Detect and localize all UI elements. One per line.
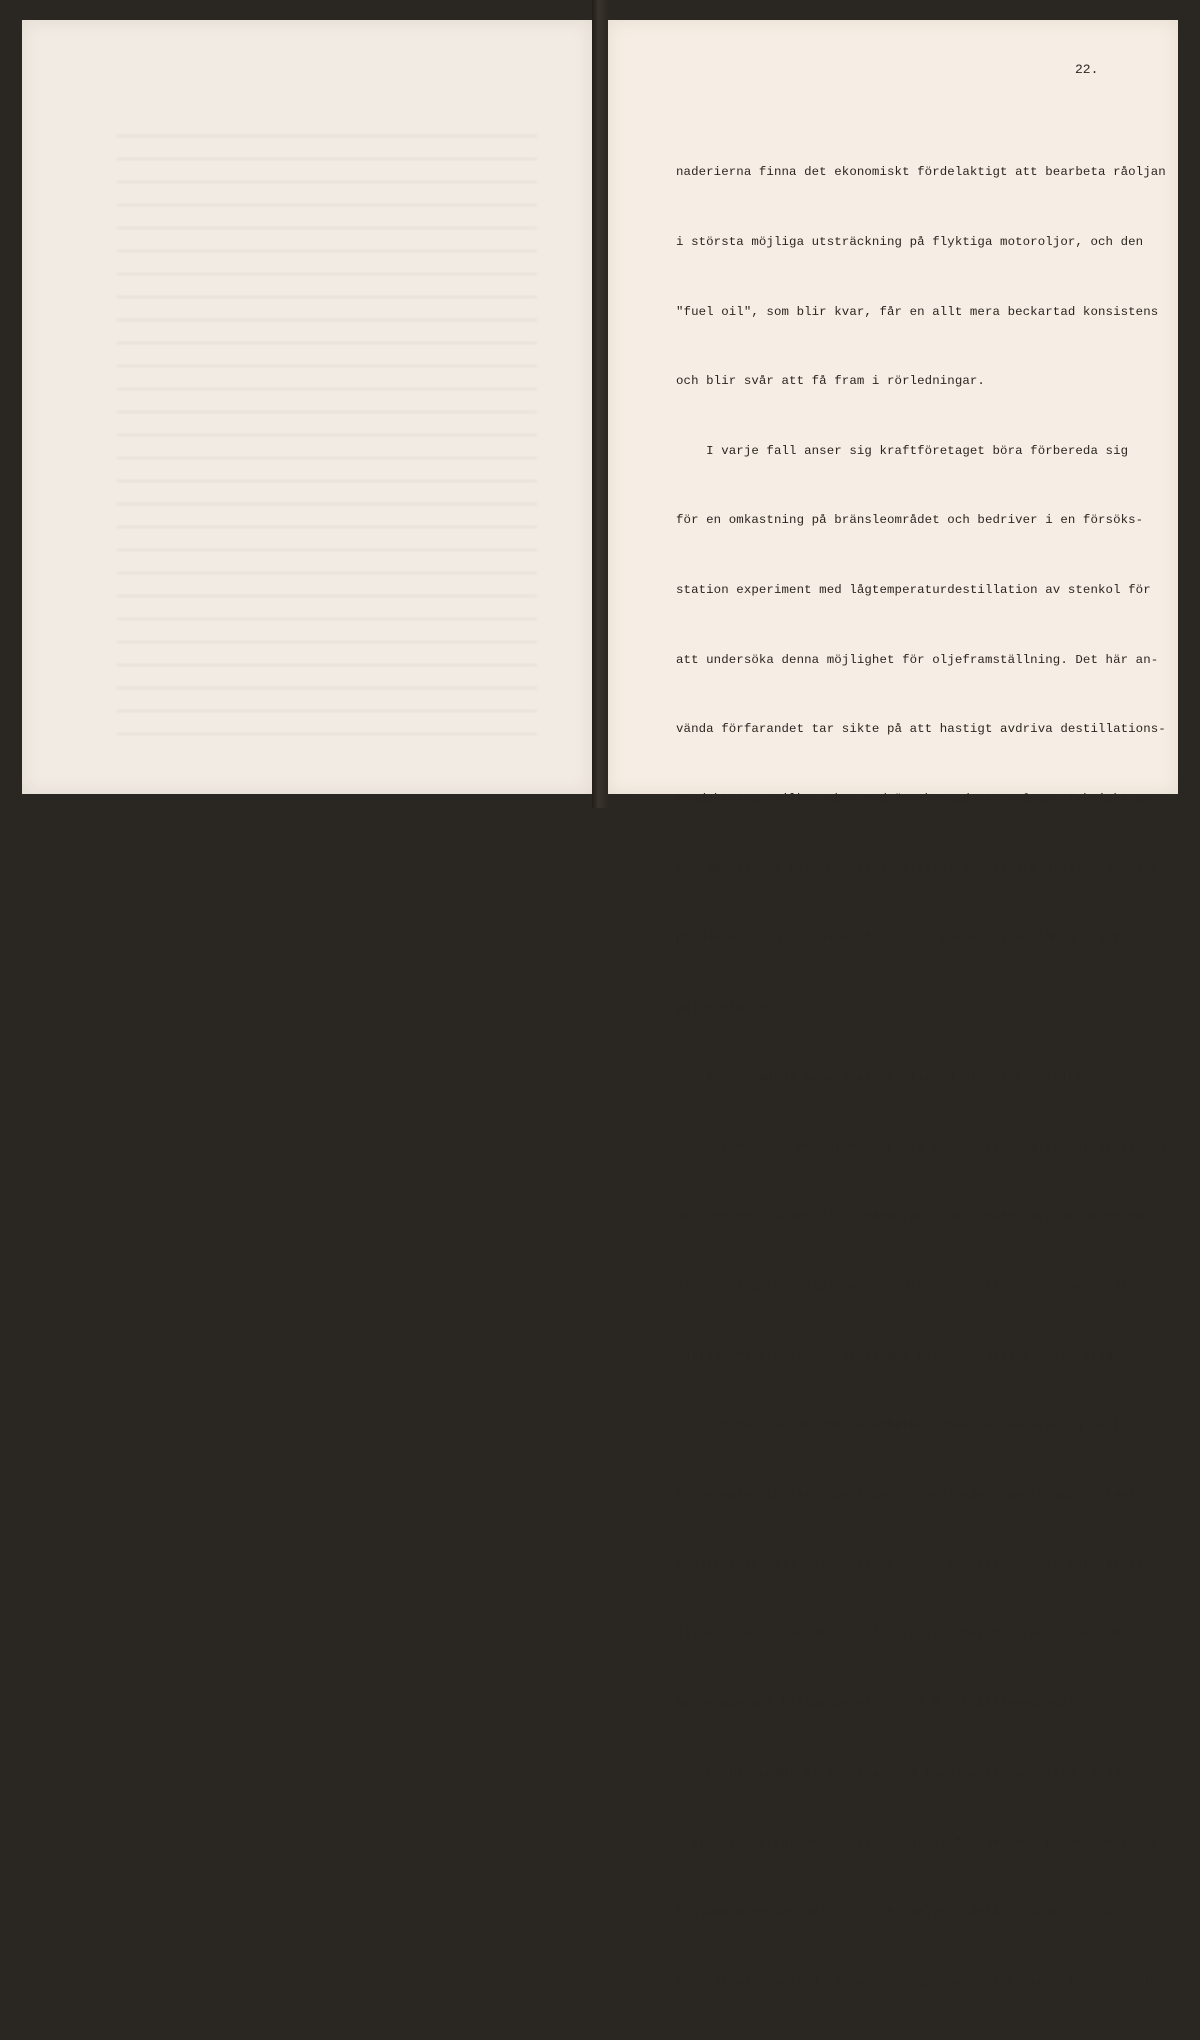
typewritten-body xyxy=(676,115,1176,2040)
text-line: Stone & Webster enligt modernaste principer. Ångtrycket är 27 atm. xyxy=(676,1139,1174,1154)
text-line: vända förfarandet tar sikte på att hastigt avdriva destillations- xyxy=(676,722,1166,737)
text-line: Vid den nya 50.000-kw-enheten uppsättes en kraftig luft- xyxy=(676,1418,1129,1433)
book-spine xyxy=(592,0,608,808)
text-line: förvärmare. En intressant detalj utgjorde transformatorvärmets xyxy=(676,1487,1144,1502)
text-line: hjälpmaskinerier dels blir väl belyst, dels tillgänglig för xyxy=(676,1905,1121,1920)
text-line: station experiment med lågtemperaturdestillation av stenkol för xyxy=(676,582,1151,597)
text-line: att undersöka denna möjlighet för oljeframställning. Det här an- xyxy=(676,652,1159,667)
text-line: pulvereldning. xyxy=(676,1000,782,1015)
text-line: vatten. Matarvattnet värmes med avtappningsånga i tre steg. xyxy=(676,1348,1121,1363)
text-line: oljekylare placerades i luftintaget under pannrumsgolvet. Man xyxy=(676,1626,1136,1641)
text-line: Maskinrummet är anordnat med turbinaxeln i husets längd- xyxy=(676,1766,1129,1781)
text-line: I varje fall anser sig kraftföretaget böra förbereda sig xyxy=(676,443,1129,458)
text-line: riktning, varigenom vinnes att undervåningen med kondensorer och xyxy=(676,1835,1159,1850)
text-line: maskinrumstraversen (en anordning, som undertecknad för sin del xyxy=(676,1974,1151,1989)
text-line: och blir svår att få fram i rörledningar. xyxy=(676,374,985,389)
text-line: ser man sig ha nått mycket goda resultat, vackra utbyten av olje- xyxy=(676,861,1166,876)
text-line: "fuel oil", som blir kvar, får en allt mera beckartad konsistens xyxy=(676,304,1159,319)
text-line: Den omnämnda Long-Beach-stationen utbygges av firman xyxy=(676,1070,1098,1085)
text-line: för en omkastning på bränsleområdet och bedriver i en försöks- xyxy=(676,513,1144,528)
page-number: 22. xyxy=(1075,62,1099,77)
left-page xyxy=(22,20,592,794)
text-line: naderierna finna det ekonomiskt fördelaktigt att bearbeta råoljan xyxy=(676,165,1166,180)
text-line: och överhettningen 375°. Pannorna i den redan färdiga delen ha xyxy=(676,1209,1144,1224)
text-line: produkter uppgivas ha ernåtts, och koksen synes lämpa sig för xyxy=(676,930,1136,945)
text-line: i största möjliga utsträckning på flyktiga motoroljor, och den xyxy=(676,235,1144,249)
text-line: eldrumsväggarna kylda med cirkulerande luft, i den nyaste med xyxy=(676,1278,1136,1293)
text-line: produkterna, vilket sker med överhettad vattenånga. Tekniskt an- xyxy=(676,791,1159,806)
text-line: beräknade att härigenom vinna 3/4 % i bränsleekonomi. xyxy=(676,1696,1076,1711)
show-through-text xyxy=(117,125,537,745)
text-line: utnyttjande till luftförvärmning, i det att transformatorernas xyxy=(676,1557,1144,1572)
